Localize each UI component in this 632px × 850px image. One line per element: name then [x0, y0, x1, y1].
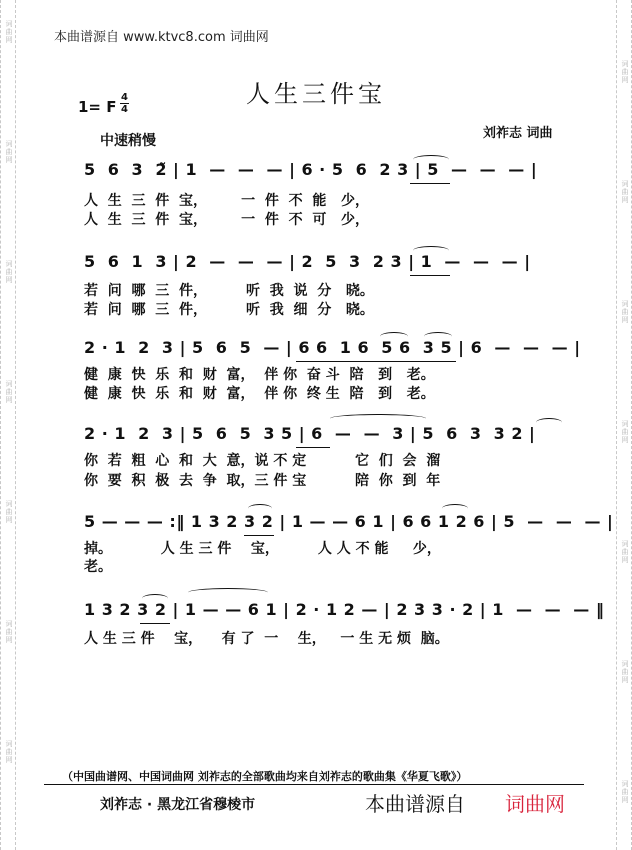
tempo-marking: 中速稍慢 — [100, 133, 156, 149]
strip-mark: 词 曲 网 — [5, 620, 13, 644]
strip-mark: 词 曲 网 — [621, 540, 629, 564]
notation-line-2: 5 6 1 3 | 2 — — — | 2 5 3 2 3 | 1 — — — | — [84, 252, 531, 271]
footer-author-place: 刘祚志 · 黑龙江省穆棱市 — [100, 797, 256, 813]
lyric-line-5a: 掉。 人 生 三 件 宝， 人 人 不 能 少， — [84, 541, 441, 557]
lyric-line-2b: 若 问 哪 三 件， 听 我 细 分 晓。 — [84, 302, 374, 318]
strip-mark: 词 曲 网 — [621, 420, 629, 444]
strip-mark: 词 曲 网 — [5, 740, 13, 764]
footer-source-note: （中国曲谱网、中国词曲网 刘祚志的全部歌曲均来自刘祚志的歌曲集《华夏飞歌》） — [62, 770, 468, 783]
underline-beam — [410, 275, 450, 276]
slur — [380, 332, 408, 341]
lyricist-composer: 刘祚志 词曲 — [483, 126, 553, 141]
notation-line-4: 2 · 1 2 3 | 5 6 5 3 5 | 6 — — 3 | 5 6 3 3 2 | — [84, 424, 536, 443]
footer-divider — [44, 784, 584, 785]
right-watermark-strip — [616, 0, 632, 850]
slur — [424, 332, 452, 341]
strip-mark: 词 曲 网 — [621, 300, 629, 324]
lyric-line-3b: 健 康 快 乐 和 财 富， 伴 你 终 生 陪 到 老。 — [84, 386, 435, 402]
strip-mark: 词 曲 网 — [5, 140, 13, 164]
notation-line-5: 5 — — — :‖ 1 3 2 3 2 | 1 — — 6 1 | 6 6 1 2 6 | 5 — — — | — [84, 512, 614, 531]
lyric-line-4a: 你 若 粗 心 和 大 意，说 不 定 它 们 会 溜 — [84, 453, 441, 469]
strip-mark: 词 曲 网 — [5, 500, 13, 524]
footer-site-logo: 词曲网 — [505, 792, 565, 816]
lyric-line-3a: 健 康 快 乐 和 财 富， 伴 你 奋 斗 陪 到 老。 — [84, 367, 435, 383]
lyric-line-5b: 老。 — [84, 559, 112, 575]
slur — [413, 155, 449, 164]
lyric-line-1a: 人 生 三 件 宝， 一 件 不 能 少， — [84, 193, 369, 209]
slur — [413, 246, 449, 255]
song-title: 人生三件宝 — [246, 80, 386, 108]
footer-site-text: 本曲谱源自 — [365, 792, 465, 816]
notation-line-6: 1 3 2 3 2 | 1 — — 6 1 | 2 · 1 2 — | 2 3 3 · 2 | 1 — — — ‖ — [84, 600, 605, 619]
strip-mark: 词 曲 网 — [621, 660, 629, 684]
underline-beam — [140, 623, 170, 624]
slur — [188, 588, 268, 597]
strip-mark: 词 曲 网 — [621, 780, 629, 804]
strip-mark: 词 曲 网 — [5, 20, 13, 44]
key-signature: 1= F — [78, 98, 117, 116]
underline-beam — [296, 361, 456, 362]
slur — [536, 418, 562, 427]
strip-mark: 词 曲 网 — [5, 380, 13, 404]
lyric-line-1b: 人 生 三 件 宝， 一 件 不 可 少， — [84, 212, 369, 228]
time-signature — [120, 92, 129, 115]
lyric-line-2a: 若 问 哪 三 件， 听 我 说 分 晓。 — [84, 283, 374, 299]
notation-line-3: 2 · 1 2 3 | 5 6 5 — | 6 6 1 6 5 6 3 5 | 6 — — — | — [84, 338, 581, 357]
strip-mark: 词 曲 网 — [621, 60, 629, 84]
notation-line-1: 5 6 3 2̃ | 1 — — — | 6 · 5 6 2 3 | 5 — — — | — [84, 160, 538, 179]
underline-beam — [410, 183, 450, 184]
time-sig-bottom: 4 — [121, 104, 128, 115]
left-watermark-strip — [0, 0, 16, 850]
slur — [142, 594, 168, 603]
time-sig-top: 4 — [121, 92, 128, 103]
slur — [442, 504, 468, 513]
underline-beam — [244, 535, 274, 536]
slur — [248, 504, 272, 513]
source-header: 本曲谱源自 www.ktvc8.com 词曲网 — [54, 30, 269, 45]
lyric-line-6: 人 生 三 件 宝， 有 了 一 生， 一 生 无 烦 脑。 — [84, 631, 449, 647]
strip-mark: 词 曲 网 — [621, 180, 629, 204]
strip-mark: 词 曲 网 — [5, 260, 13, 284]
slur — [330, 414, 426, 423]
lyric-line-4b: 你 要 积 极 去 争 取，三 件 宝 陪 你 到 年 — [84, 473, 441, 489]
underline-beam — [296, 447, 330, 448]
